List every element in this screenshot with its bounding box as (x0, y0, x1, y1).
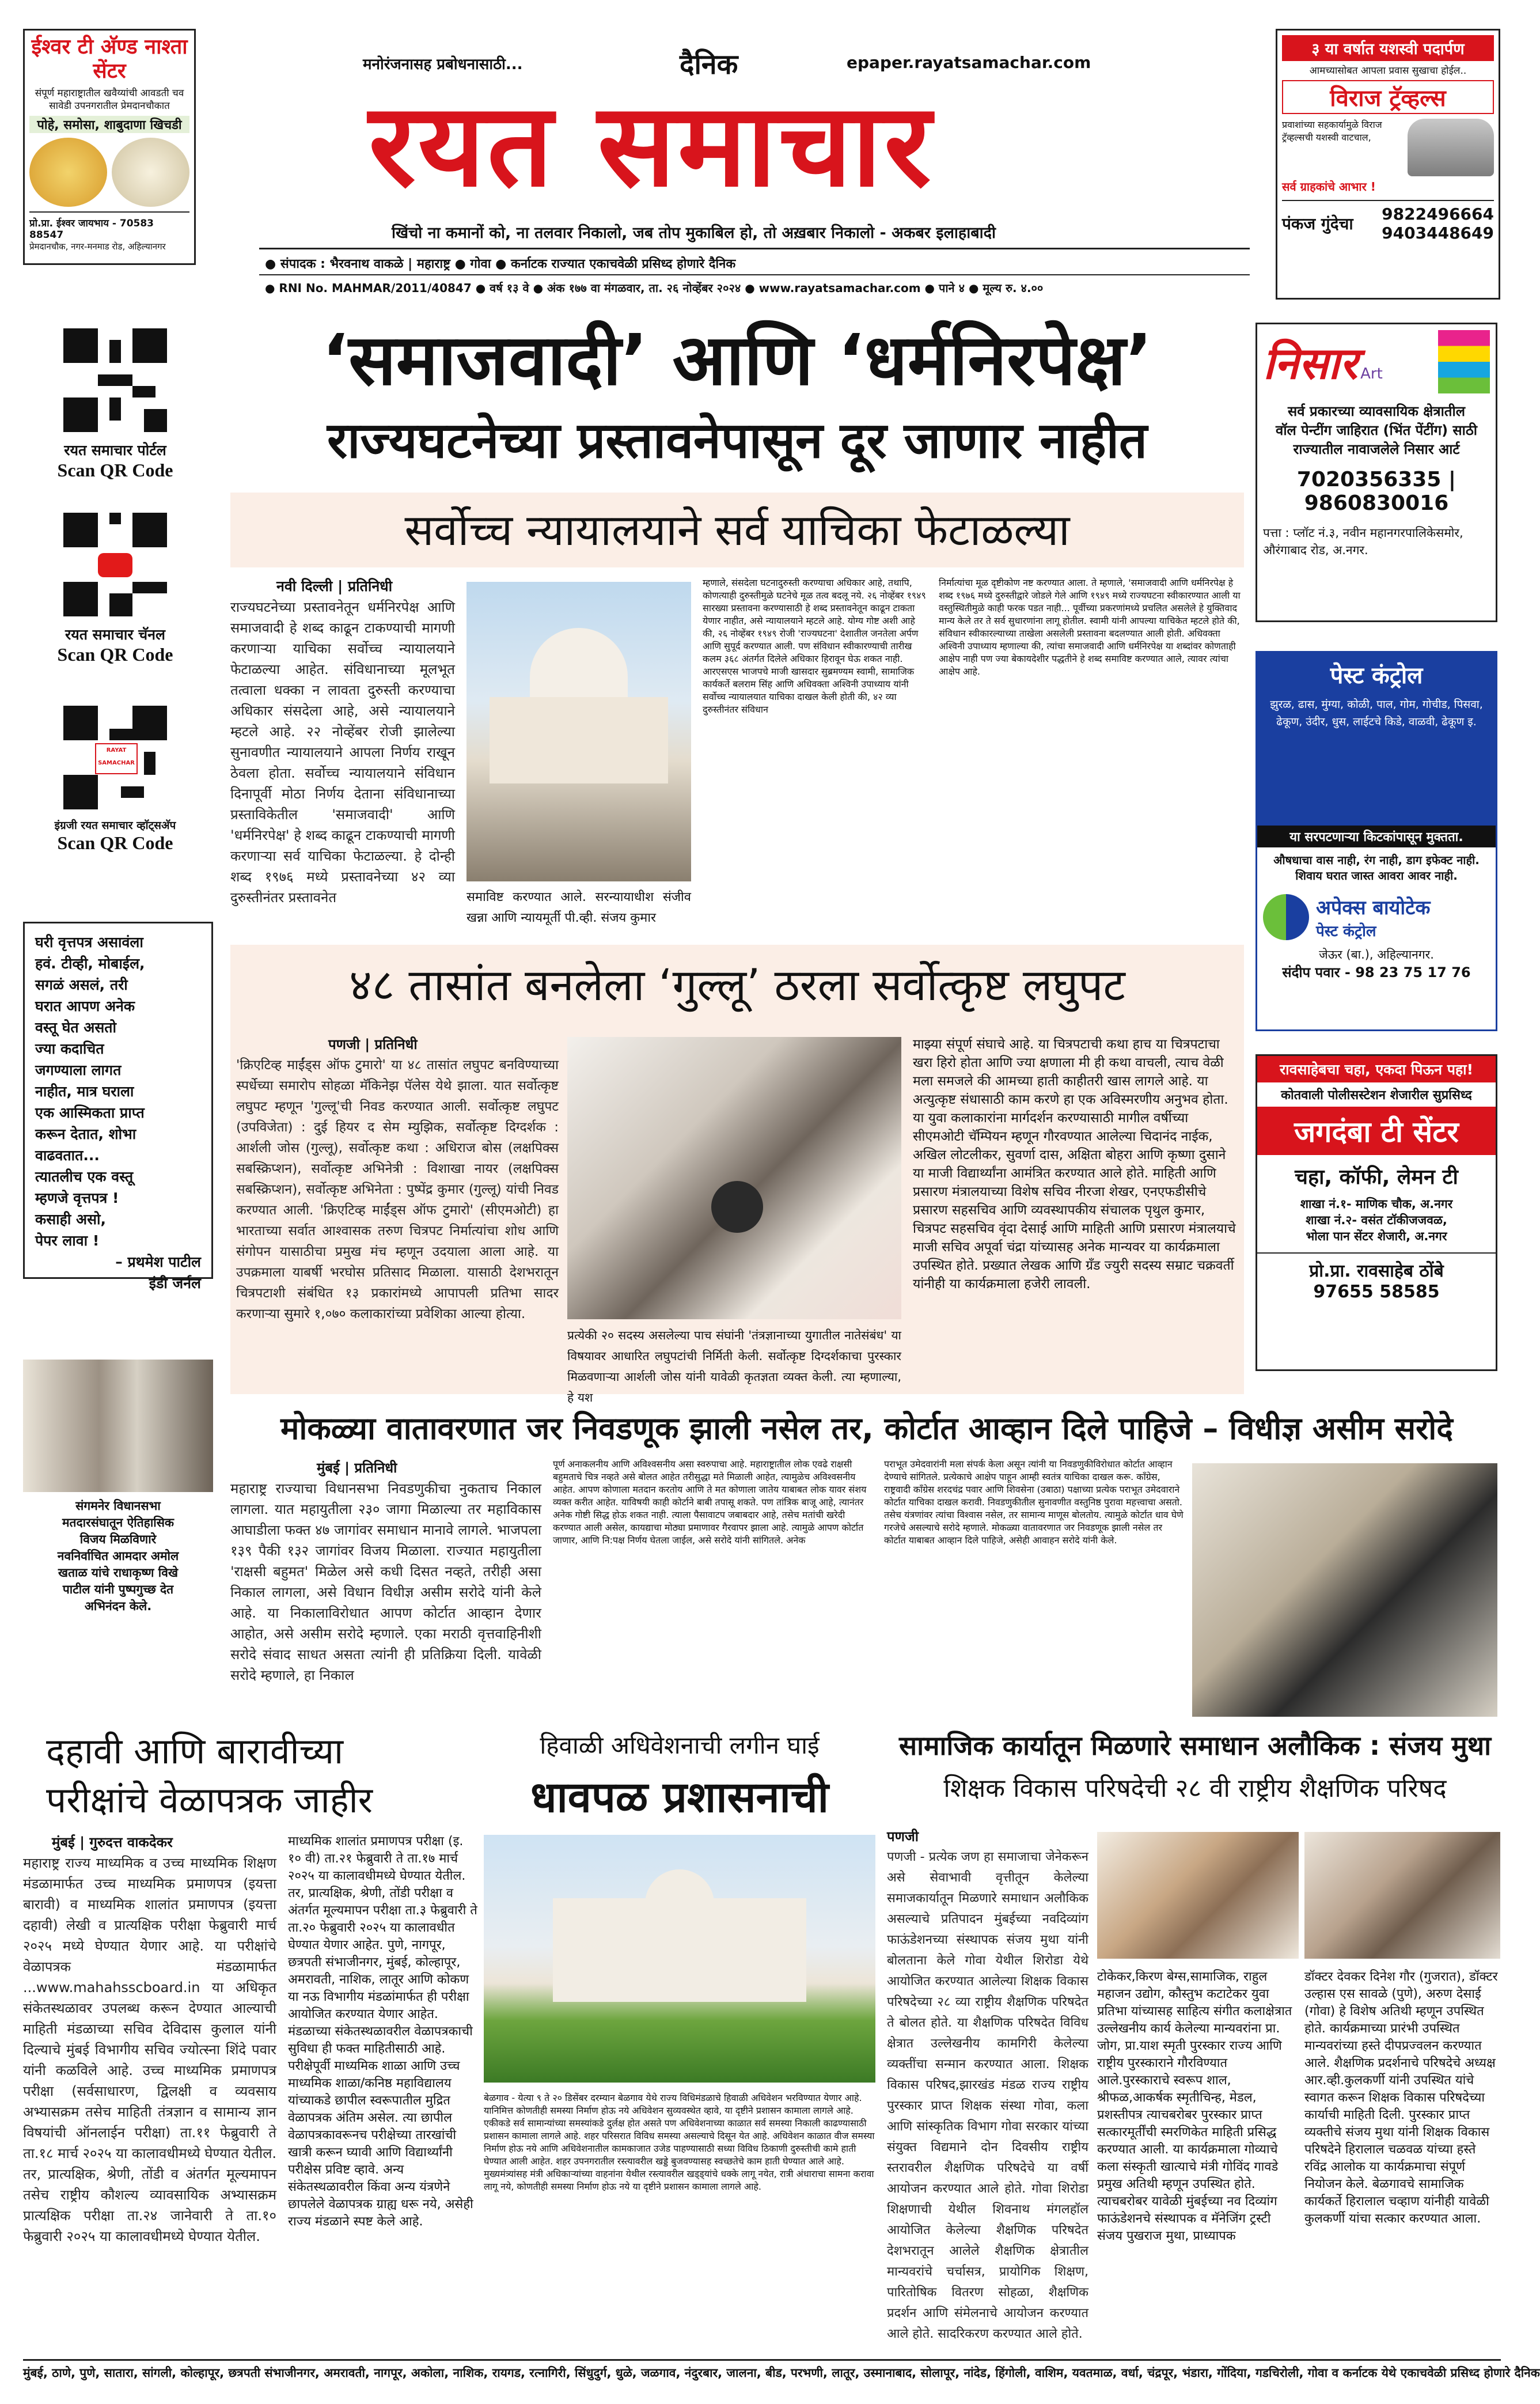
story6-subhead: शिक्षक विकास परिषदेची २८ वी राष्ट्रीय शैक्षणिक परिषद (943, 1774, 1447, 1803)
story4-col-2: माध्यमिक शालांत प्रमाणपत्र परीक्षा (इ. १० वी) ता.२१ फेब्रुवारी ते ता.१७ मार्च २०२५ या कालावधीमध्ये घेण्यात येतील. तर, प्रात्यक्षिक, श्रेणी, तोंडी परीक्षा व अंतर्गत मूल्यमापन परीक्षा ता.३ फेब्रुवारी ते ता.२० फेब्रुवारी २०२५ या कालावधीत घेण्यात येणार आहेत. पुणे, नागपूर, छत्रपती संभाजीनगर, मुंबई, कोल्हापूर, अमरावती, नाशिक, लातूर आणि कोकण या नऊ विभागीय मंडळांमार्फत ही परीक्षा आयोजित करण्यात येणार आहेत. मंडळाच्या संकेतस्थळावरील वेळापत्रकाची सुविधा ही फक्त माहितीसाठी आहे. परीक्षेपूर्वी माध्यमिक शाळा आणि उच्च माध्यमिक शाळा/कनिष्ठ महाविद्यालय यांच्याकडे छापील स्वरूपातील मुद्रित वेळापत्रक अंतिम असेल. त्या छापील वेळापत्रकावरूनच परीक्षेच्या तारखांची खात्री करून घ्यावी आणि विद्यार्थ्यांनी परीक्षेस प्रविष्ट व्हावे. अन्य संकेतस्थळावरील किंवा अन्य यंत्रणेने छापलेले वेळापत्रक ग्राह्य धरू नये, असेही राज्य मंडळाने स्पष्ट केले आहे. (288, 1834, 477, 2229)
ad-ishwar-photo (29, 138, 189, 207)
nisar-brand-en: Art (1360, 365, 1383, 383)
court-building-image (490, 697, 668, 783)
poem-line: वाढवतात... (35, 1147, 100, 1164)
footer-editions: मुंबई, ठाणे, पुणे, सातारा, सांगली, कोल्हापूर, छत्रपती संभाजीनगर, अमरावती, नागपूर, अकोला, नाशिक, रायगड, रत्नागिरी, सिंधुदुर्ग, धुळे, जळगाव, नंदुरबार, जालना, बीड, परभणी, लातूर, उस्मानाबाद, सोलापूर, नांदेड, हिंगोली, वाशिम, यवतमाळ, वर्धा, चंद्रपूर, भंडारा, गोंदिया, गडचिरोली, गोवा व कर्नाटक येथे एकाचवेळी प्रसिध्द होणारे दैनिक (23, 2366, 1540, 2380)
tea-items: चहा, कॉफी, लेमन टी (1295, 1165, 1458, 1189)
asim-sarode-photo (1192, 1463, 1497, 1717)
story3-col-1-text: महाराष्ट्र राज्याचा विधानसभा निवडणुकीचा नुकताच निकाल लागला. यात महायुतीला २३० जागा मिळाल्या तर महाविकास आघाडीला फक्त ४७ जागांवर समाधान मानावे लागले. भाजपला १३९ पैकी १३२ जागांवर विजय मिळाला. राज्यात महायुतीला 'राक्षसी बहुमत' मिळेल असे कधी दिसत नव्हते, तरीही असा निकाल लागला, असे विधान विधीज्ञ असीम सरोदे यांनी केले आहे. या निकालाविरोधात आपण कोर्टात आव्हान देणार आहोत, असे असीम सरोदे म्हणाले. एका मराठी वृत्तवाहिनीशी सरोदे संवाद साधत असता त्यांनी ही प्रतिक्रिया दिली. यावेळी सरोदे म्हणाले, हा निकाल (230, 1481, 541, 1683)
poem-author: – प्रथमेश पाटील (115, 1254, 201, 1270)
vikhe-khatal-caption (23, 1498, 213, 1613)
masthead-tagline: मनोरंजनासह प्रबोधनासाठी... (363, 56, 523, 73)
story3-headline: मोकळ्या वातावरणात जर निवडणूक झाली नसेल तर, कोर्टात आव्हान दिले पाहिजे – विधीज्ञ असीम सरोदे (280, 1410, 1453, 1447)
ad-ishwar-items: पोहे, समोसा, शाबुदाणा खिचडी (29, 116, 189, 133)
tea-branch2b: भोला पान सेंटर शेजारी, अ.नगर (1306, 1229, 1447, 1243)
lead-dateline: नवी दिल्ली | प्रतिनिधी (276, 578, 393, 595)
masthead-editor-line: ● संपादक : भैरवनाथ वाकळे | महाराष्ट्र ● गोवा ● कर्नाटक राज्यात एकाचवेळी प्रसिध्द होणारे दैनिक (265, 257, 736, 271)
qr-whatsapp-scan: Scan QR Code (57, 832, 173, 853)
masthead-rule-2 (259, 274, 1250, 275)
ad-viraj-banner: ३ या वर्षात यशस्वी पदार्पण (1282, 35, 1494, 61)
pest-slogan: या सरपटणाऱ्या किटकांपासून मुक्तता. (1257, 826, 1496, 847)
award-ceremony-photo-1 (1097, 1832, 1299, 1959)
tea-branch1: शाखा नं.१- माणिक चौक, अ.नगर (1300, 1197, 1453, 1211)
qr-portal-label: रयत समाचार पोर्टल (64, 442, 166, 459)
masthead-title: रयत समाचार (369, 78, 934, 213)
pest-contact: संदीप पवार - 98 23 75 17 76 (1282, 964, 1471, 980)
supreme-court-photo (466, 582, 691, 881)
ad-pest-control (1255, 651, 1497, 1031)
story4-headline-2: परीक्षांचे वेळापत्रक जाहीर (46, 1779, 373, 1821)
ad-viraj-phone1: 9822496664 (1382, 205, 1494, 224)
lead-photo-caption: समाविष्ट करण्यात आले. सरन्यायाधीश संजीव खन्ना आणि न्यायमूर्ती पी.व्ही. संजय कुमार (466, 890, 691, 925)
qr-channel-block (23, 513, 207, 697)
story6-headline: सामाजिक कार्यातून मिळणारे समाधान अलौकिक : संजय मुथा (898, 1730, 1492, 1761)
ad-viraj-travels (1276, 29, 1500, 300)
story2-col-1-text: 'क्रिएटिव्ह माईंड्स ऑफ टुमारो' या ४८ तासांत लघुपट बनविण्याच्या स्पर्धेच्या समारोप सोहळा मॅकिनेझ पॅलेस येथे झाला. यात सर्वोत्कृष्ट लघुपट म्हणून 'गुल्लू'ची निवड करण्यात आली. सर्वोत्कृष्ट लघुपट (उपविजेता) : दुई हियर द सेम म्युझिक, सर्वोत्कृष्ट दिग्दर्शक : आर्शली जोस (गुल्लू), सर्वोत्कृष्ट कथा : अधिराज बोस (लक्षपिक्स सबस्क्रिप्शन), सर्वोत्कृष्ट अभिनेत्री : विशाखा नायर (लक्षपिक्स सबस्क्रिप्शन), सर्वोत्कृष्ट अभिनेता : पुष्पेंद्र कुमार (गुल्लू) यांची निवड करण्यात आली. 'क्रिएटिव्ह माईंड्स ऑफ टुमारो' (सीएमओटी) हा भारताच्या सर्वात आश्वासक तरुण चित्रपट निर्मात्यांचा शोध आणि संगोपन यासाठीचा प्रमुख मंच म्हणून उदयाला आला आहे. या उपक्रमाला याबर्षी भरघोस प्रतिसाद मिळाला. यासाठी देशभरातून चित्रपटाशी संबंधित १३ प्रकारांमध्ये आपापली प्रतिभा सादर करणाऱ्या सुमारे १,०७० कलाकारांच्या प्रवेशिका आल्या होत्या. (236, 1058, 559, 1322)
nisar-brand: निसार (1263, 337, 1358, 389)
pest-company-sub: पेस्ट कंट्रोल (1316, 923, 1376, 940)
masthead (219, 23, 1267, 294)
story5-body: बेळगाव - येत्या ९ ते २० डिसेंबर दरम्यान बेळगाव येथे राज्य विधिमंडळाचे हिवाळी अधिवेशन भरविण्यात येणार आहे. यानिमित्त कोणतीही समस्या निर्माण होऊ नये अधिवेशन सुव्यवस्थेत व्हावे, या दृष्टीने प्रशासन कामाला लागले आहे. एकीकडे सर्व सामान्यांच्या समस्यांकडे दुर्लक्ष होत असते पण अधिवेशनाच्या काळात सर्व समस्या निकाली काढण्यासाठी प्रशासन कामाला लागले आहे. शहर परिसरात विविध समस्या असल्याचे दिसून येत आहे. अधिवेशन काळात वीज समस्या निर्माण होऊ नये आणि अधिवेशनातील कामकाजात उजेड पाहण्यासाठी सध्या विविध ठिकाणी दुरुस्तीची कामे हाती घेण्यात आली आहेत. शहर उपनगरातील रस्त्यावरील खड्डे बुजवण्यासह स्वच्छतेचे काम हाती घेण्यात आले आहे. मुख्यमंत्र्यांसह मंत्री अधिकाऱ्यांच्या वाहनांना येथील रस्त्यावरील खड्ड्यांचे धक्के लागू नयेत, रात्री अंधाराचा सामना करावा लागू नये, कोणतीही समस्या निर्माण होऊ नये या दृष्टीने प्रशासन कामाला लागले आहे. (484, 2092, 875, 2192)
nisar-line1: सर्व प्रकारच्या व्यावसायिक क्षेत्रातील (1288, 403, 1465, 419)
poem-line: कसाही असो, (35, 1211, 107, 1228)
nisar-phones: 7020356335 | 9860830016 (1296, 468, 1456, 515)
tea-top1: रावसाहेबचा चहा, एकदा पिऊन पहा! (1257, 1056, 1496, 1082)
poem-line: करून देतात, शोभा (35, 1126, 136, 1142)
lead-col-2: म्हणाले, संसदेला घटनादुरुस्ती करण्याचा अधिकार आहे, तथापि, कोणत्याही दुरुस्तीमुळे घटनेचे मूळ तत्व बदलू नये. २६ नोव्हेंबर १९४९ सारख्या प्रस्तावना करण्यासाठी हे शब्द प्रस्तावनेतून काढून टाकता येणार नाहीत, असे न्यायालयाने म्हटले आहे. योग्य गोष्ट अशी आहे की, २६ नोव्हेंबर १९४९ रोजी 'राज्यघटना' देशातील जनतेला अर्पण आणि सुपूर्द करण्यात आली. पण संविधान स्वीकारण्याची तारीख कलम ३६८ अंतर्गत दिलेले अधिकार हिरावून घेऊ शकत नाही. आरएसएस भाजपचे माजी खासदार सुब्रमण्यम स्वामी, सामाजिक कार्यकर्ते बलराम सिंह आणि अधिवक्ता अश्विनी उपाध्याय यांनी सर्वोच्च न्यायालयात याचिका दाखल केली होती की, ४२ व्या दुरुस्तीनंतर संविधान (703, 577, 926, 715)
story6-col-3: डॉक्टर देवकर दिनेश गौर (गुजरात), डॉक्टर उल्हास एस सावळे (पुणे), अरुण देसाई (गोवा) हे विशेष अतिथी म्हणून उपस्थित होते. कार्यक्रमाच्या प्रारंभी उपस्थित मान्यवरांच्या हस्ते दीपप्रज्वलन करण्यात आले. शैक्षणिक प्रदर्शनाचे परिषदेचे अध्यक्ष आर.व्ही.कुलकर्णी यांनी उपस्थित यांचे स्वागत करून शिक्षक विकास परिषदेच्या कार्याची माहिती दिली. पुरस्कार प्राप्त व्यक्तीचे संजय मुथा यांनी शिक्षक विकास परिषदेने हिरालाल चळवळ यांच्या हस्ते रविंद्र आलोक या कार्यक्रमाचा संपूर्ण नियोजन केले. बेळगावचे सामाजिक कार्यकर्ते हिरालाल चव्हाण यांनीही यावेळी कुलकर्णी यांचा सत्कार करण्यात आला. (1304, 1970, 1498, 2226)
apex-logo-icon (1263, 894, 1309, 940)
qr-portal-block (23, 328, 207, 513)
poem-line: ज्या कदाचित (35, 1040, 104, 1057)
pest-location: जेऊर (बा.), अहिल्यानगर. (1319, 948, 1434, 961)
poem-line: त्यातलीच एक वस्तू (35, 1168, 134, 1185)
poem-box (23, 922, 213, 1292)
story2-col-3: माझ्या संपूर्ण संघाचे आहे. या चित्रपटाची कथा हाच या चित्रपटाचा खरा हिरो होता आणि ज्या क्षणाला मी ही कथा वाचली, त्याच वेळी मला समजले की आमच्या हाती काहीतरी खास लागले आहे. या अत्युत्कृष्ट संधासाठी काम करणे हा एक अविस्मरणीय अनुभव होता. या युवा कलाकारांना मार्गदर्शन करण्यासाठी मागील वर्षीच्या सीएमओटी चॅम्पियन म्हणून गौरवण्यात आलेल्या चिदानंद नाईक, अखिल लोटलीकर, सुवर्णा दास, अक्षिता बोहरा आणि कृष्णा दुसाने या माजी विद्यार्थ्यांना आमंत्रित करण्यात आले होते. माहिती आणि प्रसारण मंत्रालयाच्या विशेष सचिव नीरजा शेखर, एनएफडीसीचे प्रसारण सहसचिव आणि व्यवस्थापकीय संचालक पृथुल कुमार, चित्रपट सहसचिव वृंदा देसाई आणि माहिती आणि प्रसारण मंत्रालयाचे माजी सचिव अपूर्वा चंद्रा यांच्यासह अनेक मान्यवर या कार्यक्रमाला उपस्थित होते. प्रख्यात लेखक आणि ग्रँड ज्युरी सदस्य सम्राट चक्रवर्ती यांनीही या कार्यक्रमाला हजेरी लावली. (913, 1037, 1236, 1292)
caption-line: मतदारसंघातून ऐतिहासिक (62, 1516, 175, 1530)
lead-subhead: सर्वोच्च न्यायालयाने सर्व याचिका फेटाळल्या (404, 505, 1070, 555)
ad-ishwar-tea (23, 29, 196, 265)
ad-jagdamba-tea (1255, 1054, 1497, 1371)
pest-line1: औषधाचा वास नाही, रंग नाही, डाग इफेक्ट नाही. (1273, 853, 1480, 867)
lead-col-3: निर्मात्यांचा मूळ दृष्टीकोण नष्ट करण्यात आला. ते म्हणाले, 'समाजवादी आणि धर्मनिरपेक्ष हे शब्द १९७६ मध्ये दुरुस्तीद्वारे जोडले गेले आणि १९४९ मध्ये राज्यघटना स्वीकारण्यात आली या वस्तुस्थितीमुळे काही फरक पडत नाही... पूर्वीच्या प्रकरणांमध्ये प्रचलित असलेले हे युक्तिवाद मान्य केले तर ते सर्व सुधारणांना लागू होतील. स्वामी यांनी आपल्या याचिकेत म्हटले होते की, संविधान स्वीकारल्याच्या ताखेला असलेली प्रस्तावना बदलण्यात आली होती. अधिवक्ता अश्विनी उपाध्याय म्हणाल्या की, त्यांचा समाजवादी आणि धर्मनिरपेक्ष या शब्दांवर कोणताही आक्षेप नाही पण ज्या बेकायदेशीर पद्धतीने हे शब्द समाविष्ट करण्यात आले, त्यावर त्यांचा आक्षेप आहे. (939, 577, 1241, 677)
qr-channel-label: रयत समाचार चॅनल (65, 626, 165, 643)
pest-company: अपेक्स बायोटेक (1316, 896, 1431, 919)
story6-col-1 (887, 1826, 1088, 2350)
poem-line: जगण्याला लागत (35, 1062, 122, 1078)
ad-viraj-phone2: 9403448649 (1382, 224, 1494, 243)
poem-line: घरी वृत्तपत्र असावंला (35, 934, 143, 951)
story5-headline: धावपळ प्रशासनाची (530, 1773, 829, 1822)
story3-col-1 (230, 1457, 541, 1722)
story2-col-1 (236, 1034, 559, 1380)
story2-headline: ४८ तासांत बनलेला ‘गुल्लू’ ठरला सर्वोत्कृष्ट लघुपट (349, 959, 1125, 1010)
tea-branch2: शाखा नं.२- वसंत टॉकीजजवळ, (1306, 1213, 1447, 1227)
story3-col-3: पराभूत उमेदवारांनी मला संपर्क केला असून त्यांनी या निवडणुकीविरोधात कोर्टात आव्हान देण्याचे सांगितले. प्रत्येकाचे आक्षेप पाहून आम्ही स्वतंत्र याचिका दाखल करू. काँग्रेस, राष्ट्रवादी काँग्रेस शरदचंद्र पवार आणि शिवसेना (उबाठा) पक्षाच्या प्रत्येक पराभूत उमेदवाराने कोर्टात याचिका दाखल करावी. निवडणुकीतील सुनावणीत वस्तुनिष्ठ पुरावा महत्त्वाचा असतो. तसेच यंत्रणांवर त्यांचा विश्वास नसेल, तर सामान्य माणूस बोलतोय. त्यामुळे कोर्टात धाव घेणे गरजेचे असल्याचे सरोदे म्हणाले. मोकळ्या वातावरणात जर निवडणूक झाली नसेल तर कोर्टात याबाबत आव्हान दिले पाहिजे, असेही आवाहन सरोदे यांनी केले. (884, 1459, 1184, 1546)
story5-kicker: हिवाळी अधिवेशनाची लगीन घाई (540, 1731, 820, 1759)
story3-col-2: पूर्ण अनाकलनीय आणि अविश्वसनीय असा स्वरुपाचा आहे. महाराष्ट्रातील लोक एवढे राक्षसी बहुमताचे चित्र नव्हते असे बोलत आहेत तरीसुद्धा मते मिळाली आहेत, त्यामुळेच अविश्वसनीय आहेत. आपण कोणाला मतदान करतोय आणि ते मत कोणाला जातेय याबाबत लोक यावर संशय व्यक्त करीत आहेत. याविषयी काही कोर्टाने बाबी तपासू शकते. पण तांत्रिक बाजू आहे, त्यानंतर अनेक गोष्टी सिद्ध होऊ शकत नाही. त्याला पैसावाटप जबाबदार आहे, तसेच मतांची खरेदी करण्यात आली असेल, कायद्याचा मोठ्या प्रमाणावर गैरवापर झाला आहे. त्यामुळे आपण कोर्टात जाणार, आणि नि:पक्ष निर्णय घेतला जाईल, असे सरोदे यांनी सांगितले. अनेक (553, 1459, 867, 1546)
qr-channel-scan: Scan QR Code (57, 644, 173, 665)
ad-ishwar-owner: प्रो.प्रा. ईश्वर जायभाय - 70583 88547 (29, 211, 189, 241)
masthead-quote: खिंचो ना कमानों को, ना तलवार निकालो, जब तोप मुकाबिल हो, तो अख़बार निकालो - अकबर इलाहाबादी (392, 224, 996, 242)
ad-viraj-name: विराज ट्रॅव्हल्स (1282, 80, 1494, 114)
masthead-rule (259, 248, 1250, 249)
award-trophy-image (711, 1181, 763, 1233)
pest-desc: झुरळ, ढास, मुंग्या, कोळी, पाल, गोम, गोचीड, पिसवा, ढेकूण, उंदीर, धुस, लाईटचे किडे, वाळवी, ढेकूण इ. (1270, 698, 1483, 728)
nisar-line3: राज्यातील नावाजलेले निसार आर्ट (1293, 441, 1460, 457)
soudha-dome-image (645, 1869, 714, 1910)
poem-line: नाहीत, मात्र घराला (35, 1083, 134, 1100)
qr-whatsapp-label: इंग्रजी रयत समाचार व्हाॅट्सअ‍ॅप (54, 819, 176, 832)
story6-col-2: टोकेकर,किरण बेग्स,सामाजिक, राहुल महाजन उद्योग, कौस्तुभ कटाटेकर युवा प्रतिभा यांच्यासह साहित्य संगीत कलाक्षेत्रात उल्लेखनीय कार्य केलेल्या मान्यवरांना प्रा. जोग, प्रा.याश स्मृती पुरस्कार राज्य आणि राष्ट्रीय पुरस्काराने गौरविण्यात आले.पुरस्काराचे स्वरूप शाल, श्रीफळ,आकर्षक स्मृतीचिन्ह, मेडल, प्रशस्तीपत्र त्याचबरोबर पुरस्कार प्राप्त सत्कारमूर्तींची स्मरणिकेत माहिती प्रसिद्ध करण्यात आली. या कार्यक्रमाला गोव्याचे कला संस्कृती खात्याचे मंत्री गोविंद गावडे प्रमुख अतिथी म्हणून उपस्थित होते. त्याचबरोबर यावेळी मुंबईच्या नव दिव्यांग फाऊंडेशनचे संस्थापक व मॅनेजिंग ट्रस्टी संजय पुखराज मुथा, प्राध्यापक (1097, 1970, 1292, 2243)
suvarna-soudha-photo (484, 1835, 875, 2083)
car-image (1408, 119, 1494, 176)
poem-line: वस्तू घेत असतो (35, 1019, 117, 1036)
poem-line: म्हणजे वृत्तपत्र ! (35, 1190, 119, 1206)
soudha-building-image (553, 1898, 806, 2002)
award-ceremony-photo-2 (1304, 1832, 1500, 1959)
gullu-award-photo (567, 1037, 901, 1319)
ad-ishwar-address: प्रेमदानचौक, नगर-मनमाड रोड, अहिल्यानगर (29, 241, 166, 252)
caption-line: नवनिर्वाचित आमदार अमोल (57, 1549, 179, 1563)
story2-dateline: पणजी | प्रतिनिधी (328, 1036, 418, 1053)
qr-portal-icon[interactable] (63, 328, 167, 432)
poem-line: पेपर लावा ! (35, 1232, 100, 1249)
tea-owner: प्रो.प्रा. रावसाहेब ठोंबे (1257, 1252, 1496, 1282)
lead-col-1-text: राज्यघटनेच्या प्रस्तावनेतून धर्मनिरपेक्ष आणि समाजवादी हे शब्द काढून टाकण्याची मागणी करणाऱ्या याचिका सर्वोच्च न्यायालयाने फेटाळल्या आहेत. संविधानाच्या मूलभूत तत्वाला धक्का न लावता दुरुस्ती करण्याचा अधिकार संसदेला आहे, असे न्यायालयाने म्हटले आहे. २२ नोव्हेंबर रोजी झालेल्या सुनावणीत न्यायालयाने आपला निर्णय राखून ठेवला होता. सर्वोच्च न्यायालयाने संविधान दिनापूर्वी मोठा निर्णय देताना संविधानाच्या प्रस्ताविकेतील 'समाजवादी' आणि 'धर्मनिरपेक्ष' हे शब्द काढून टाकण्याची मागणी करणाऱ्या सर्व याचिका फेटाळल्या. हे दोन्ही शब्द १९७६ मध्ये प्रस्तावनेच्या ४२ व्या दुरुस्तीनंतर प्रस्तावनेत (230, 599, 455, 906)
story4-col-1-text: महाराष्ट्र राज्य माध्यमिक व उच्च माध्यमिक शिक्षण मंडळामार्फत उच्च माध्यमिक प्रमाणपत्र (इयत्ता बारावी) व माध्यमिक शालांत प्रमाणपत्र (इयत्ता दहावी) लेखी व प्रात्यक्षिक परीक्षा फेब्रुवारी मार्च २०२५ मध्ये घेण्यात येणार आहे. या परीक्षांचे वेळापत्रक मंडळामार्फत ...www.mahahsscboard.in या अधिकृत संकेतस्थळावर उपलब्ध करून देण्यात आल्याची माहिती मंडळाच्या सचिव देविदास कुलाल यांनी दिल्याचे मुंबई विभागीय सचिव ज्योत्स्ना शिंदे पवार यांनी कळविले आहे. उच्च माध्यमिक प्रमाणपत्र परीक्षा (सर्वसाधारण, द्विलक्षी व व्यवसाय अभ्यासक्रम तसेच माहिती तंत्रज्ञान व सामान्य ज्ञान विषयांची ऑनलाईन परीक्षा) ता.११ फेब्रुवारी ते ता.१८ मार्च २०२५ या कालावधीमध्ये घेण्यात येतील. तर, प्रात्यक्षिक, श्रेणी, तोंडी व अंतर्गत मूल्यमापन तसेच राष्ट्रीय कौशल्य व्यावसायिक अभ्यासक्रम प्रात्यक्षिक परीक्षा ता.२४ जानेवारी ते ता.१० फेब्रुवारी २०२५ या कालावधीमध्ये घेण्यात येतील. (23, 1855, 276, 2244)
ad-ishwar-desc: संपूर्ण महाराष्ट्रातील खवैय्यांची आवडती चव सावेडी उपनगरातील प्रेमदानचौकात (35, 88, 184, 112)
ad-viraj-desc: प्रवाशांच्या सहकार्यामुळे विराज ट्रॅव्हल्सची यशस्वी वाटचाल, (1282, 119, 1382, 143)
poem-org: इंडी जर्नल (149, 1275, 201, 1292)
story4-dateline: मुंबई | गुरुदत्त वाकदेकर (52, 1834, 173, 1850)
nisar-line2: वॉल पेन्टींग जाहिरात (भिंत पेंटींग) साठी (1275, 422, 1478, 438)
poem-line: सगळं असलं, तरी (35, 976, 128, 993)
vikhe-khatal-photo (23, 1360, 213, 1492)
ad-nisar-art (1255, 323, 1497, 622)
caption-line: संगमनेर विधानसभा (75, 1499, 161, 1513)
story2-photo-caption: प्रत्येकी २० सदस्य असलेल्या पाच संघांनी 'तंत्रज्ञानाच्या युगातील नातेसंबंध' या विषयावर आधारित लघुपटांची निर्मिती केली. सर्वोत्कृष्ट दिग्दर्शकाचा पुरस्कार मिळवणाऱ्या आर्शली जोस यांनी यावेळी कृतज्ञता व्यक्त केली. त्या म्हणाल्या, हे यश (567, 1328, 901, 1404)
masthead-epaper-link[interactable]: epaper.rayatsamachar.com (847, 53, 1091, 72)
ad-viraj-contact-name: पंकज गुंदेचा (1282, 214, 1353, 233)
poem-line: घरात आपण अनेक (35, 998, 135, 1014)
tea-top2: कोतवाली पोलीसस्टेशन शेजारील सुप्रसिध्द (1281, 1088, 1472, 1103)
poem-line: हवं. टीव्ही, मोबाईल, (35, 955, 145, 972)
lead-headline-1: ‘समाजवादी’ आणि ‘धर्मनिरपेक्ष’ (321, 319, 1153, 401)
caption-line: विजय मिळविणारे (79, 1532, 157, 1546)
story6-dateline: पणजी (887, 1828, 919, 1845)
masthead-daily: दैनिक (680, 48, 738, 81)
poem-line: एक आस्मिकता प्राप्त (35, 1104, 145, 1121)
ad-viraj-sub: आमच्यासोबत आपला प्रवास सुखाचा होईल.. (1309, 65, 1467, 77)
tea-name: जगदंबा टी सेंटर (1257, 1107, 1496, 1155)
rayat-logo-badge: RAYAT SAMACHAR (95, 743, 138, 774)
tea-phone: 97655 58585 (1313, 1282, 1440, 1302)
court-dome-image (530, 628, 628, 697)
story4-col-1 (23, 1832, 276, 2350)
caption-line: पाटील यांनी पुष्पगुच्छ देत (62, 1583, 174, 1596)
khichdi-image (112, 138, 189, 207)
nisar-address: पत्ता : प्लॉट नं.३, नवीन महानगरपालिकेसमोर, औरंगाबाद रोड, अ.नगर. (1263, 526, 1463, 557)
story3-dateline: मुंबई | प्रतिनिधी (317, 1460, 397, 1476)
story4-headline-1: दहावी आणि बारावीच्या (46, 1730, 344, 1772)
ad-viraj-thanks: सर्व ग्राहकांचे आभार ! (1282, 180, 1376, 194)
footer-rule (23, 2359, 1501, 2361)
pest-title: पेस्ट कंट्रोल (1330, 662, 1423, 689)
caption-line: अभिनंदन केले. (84, 1599, 152, 1613)
lead-headline-2: राज्यघटनेच्या प्रस्तावनेपासून दूर जाणार नाहीत (327, 412, 1148, 470)
lead-col-1 (230, 576, 455, 933)
pest-line2: शिवाय घरात जास्त आवरा आवर नाही. (1295, 869, 1458, 883)
poha-image (29, 138, 107, 207)
color-stripes-icon (1438, 330, 1490, 393)
caption-line: खताळ यांचे राधाकृष्ण विखे (58, 1566, 179, 1580)
qr-whatsapp-block (23, 706, 207, 890)
youtube-icon (98, 553, 132, 577)
masthead-rni-line: ● RNI No. MAHMAR/2011/40847 ● वर्ष १३ वे ● अंक १७७ वा मंगळवार, ता. २६ नोव्हेंबर २०२४ ● www.rayatsamachar.com ● पाने ४ ● मूल्य रु. ४.०० (265, 281, 1044, 295)
story6-col-1-text: पणजी - प्रत्येक जण हा समाजाचा जेनेकरून असे सेवाभावी वृत्तीतून केलेल्या समाजकार्यातून मिळणारे समाधान अलौकिक असल्याचे प्रतिपादन मुंबईच्या नवदिव्यांग फाऊंडेशनच्या संस्थापक संजय मुथा यांनी बोलताना केले गोवा येथील शिरोडा येथे आयोजित करण्यात आलेल्या शिक्षक विकास परिषदेच्या २८ व्या राष्ट्रीय शैक्षणिक परिषदेत ते बोलत होते. या शैक्षणिक परिषदेत विविध क्षेत्रात उल्लेखनीय कामगिरी केलेल्या व्यक्तींचा सन्मान करण्यात आला. शिक्षक विकास परिषद,झारखंड मंडळ राज्य राष्ट्रीय पुरस्कार प्राप्त शिक्षक संस्था गोवा, कला आणि सांस्कृतिक विभाग गोवा सरकार यांच्या संयुक्त विद्यमाने दोन दिवसीय राष्ट्रीय स्तरावरील शैक्षणिक परिषदेचे या वर्षी आयोजन करण्यात आले होते. गोवा शिरोडा शिक्षणाची येथील शिवनाथ मंगलहॉल आयोजित केलेल्या शैक्षणिक परिषदेत देशभरातून आलेले शैक्षणिक क्षेत्रातील मान्यवरांचे चर्चासत्र, प्रायोगिक शिक्षण, पारितोषिक वितरण सोहळा, शैक्षणिक प्रदर्शन आणि संमेलनाचे आयोजन करण्यात आले होते. सादरिकरण करण्यात आले होते. (887, 1850, 1088, 2341)
ad-ishwar-title: ईश्वर टी अ‍ॅण्ड नाश्ता सेंटर (31, 35, 188, 83)
qr-portal-scan: Scan QR Code (57, 460, 173, 480)
